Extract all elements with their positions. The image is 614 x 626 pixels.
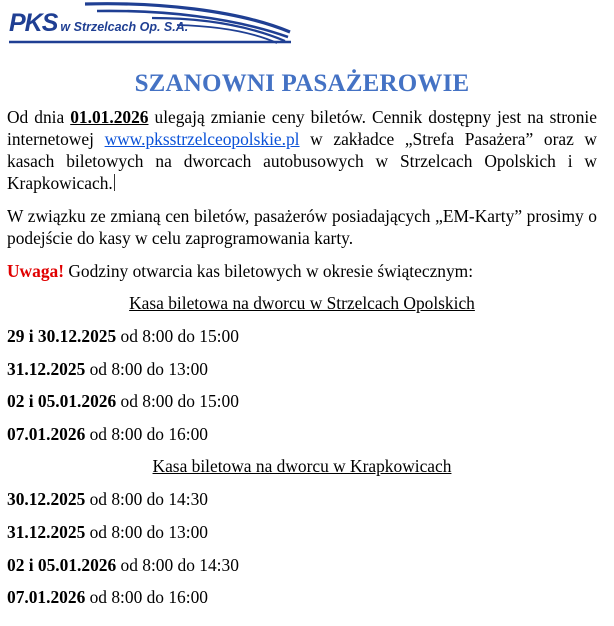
hours-row: 31.12.2025 od 8:00 do 13:00 [7,358,208,379]
section-heading-krapkowice: Kasa biletowa na dworcu w Krapkowicach [152,456,452,477]
hours-row: 31.12.2025 od 8:00 do 13:00 [7,521,208,542]
pks-logo [7,0,297,48]
hours-row: 30.12.2025 od 8:00 do 14:30 [7,488,208,509]
em-karta-paragraph: W związku ze zmianą cen biletów, pasażerów posiadających „EM-Karty” prosimy o podejście do kasy w celu zaprogramowania karty. [7,206,597,248]
page-title: SZANOWNI PASAŻEROWIE [134,70,470,97]
hours-row: 29 i 30.12.2025 od 8:00 do 15:00 [7,325,239,346]
logo-subtitle: w Strzelcach Op. S.A. [60,20,189,34]
warning-label: Uwaga! [7,261,64,281]
website-link[interactable]: www.pksstrzelceopolskie.pl [104,129,300,149]
document-page [7,0,597,608]
hours-row: 02 i 05.01.2026 od 8:00 do 14:30 [7,554,239,575]
notice-paragraph: Uwaga! Godziny otwarcia kas biletowych w okresie świątecznym: [7,261,474,281]
hours-row: 07.01.2026 od 8:00 do 16:00 [7,587,208,608]
intro-paragraph: Od dnia 01.01.2026 ulegają zmianie ceny biletów. Cennik dostępny jest na stronie internetowej www.pksstrzelceopolskie.pl w zakładce „Strefa Pasażera” oraz w kasach biletowych na dworcach autobusowych w Strzelcach Opolskich i w Krapkowicach. [7,107,597,193]
hours-row: 07.01.2026 od 8:00 do 16:00 [7,424,208,445]
logo-brand: PKS [9,9,58,37]
hours-row: 02 i 05.01.2026 od 8:00 do 15:00 [7,391,239,412]
section-heading-strzelce: Kasa biletowa na dworcu w Strzelcach Opolskich [129,293,475,313]
effective-date: 01.01.2026 [70,107,149,127]
text-cursor [114,174,115,191]
